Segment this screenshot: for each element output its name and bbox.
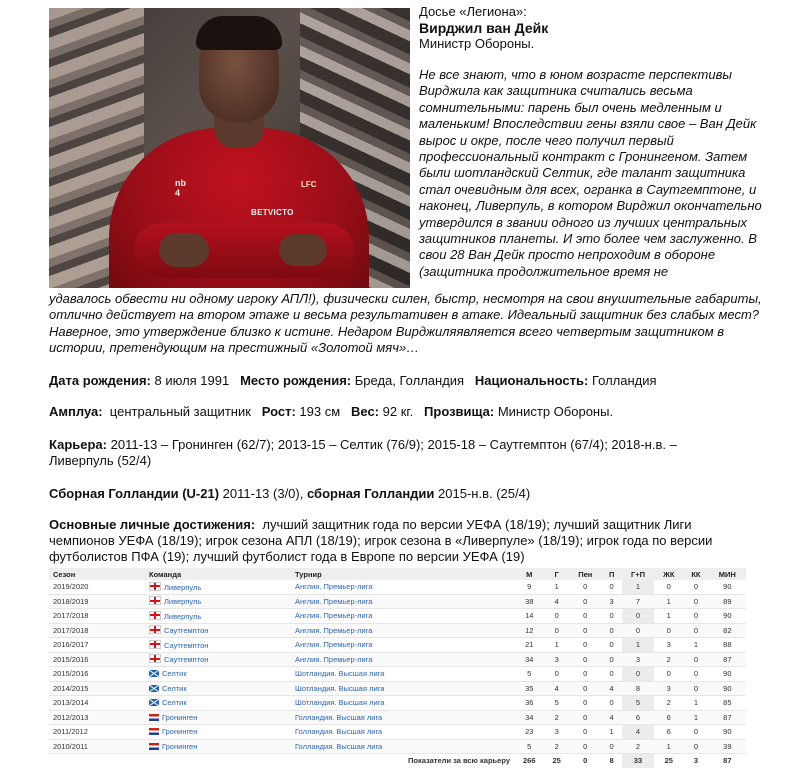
cell-assists: 0	[602, 696, 622, 711]
ned-flag-icon	[149, 714, 159, 721]
nickname-label: Прозвища:	[424, 404, 495, 419]
cell-tournament[interactable]	[291, 580, 514, 594]
cell-penalties: 0	[569, 667, 602, 682]
tournament-link[interactable]: Голландия. Высшая лига	[295, 727, 383, 737]
ned-flag-icon	[149, 743, 159, 750]
cell-assists: 0	[602, 667, 622, 682]
career-history: 2011-13 – Гронинген (62/7); 2013-15 – Селтик (76/9); 2015-18 – Саутгемптон (67/4); 2018-н.в. – Ливерпуль (52/4)	[49, 437, 677, 468]
weight-label: Вес:	[351, 404, 380, 419]
total-red-cards: 3	[693, 756, 698, 766]
national-u21-stats: 2011-13 (3/0),	[222, 486, 304, 501]
cell-matches: 5	[514, 667, 545, 682]
cell-goals: 2	[545, 710, 569, 725]
sponsor-logo: BETVICTO	[251, 208, 294, 217]
ned-flag-icon	[149, 728, 159, 735]
player-name: Вирджил ван Дейк	[419, 20, 549, 36]
height-label: Рост:	[261, 404, 296, 419]
cell-team[interactable]	[145, 623, 291, 638]
cell-penalties: 0	[569, 580, 602, 594]
cell-season: 2015/2016	[49, 667, 145, 682]
birth-place-label: Место рождения:	[240, 373, 352, 388]
table-row	[49, 667, 746, 682]
cell-goals: 3	[545, 725, 569, 740]
cell-season: 2017/2018	[49, 623, 145, 638]
birth-place: Бреда, Голландия	[354, 373, 465, 388]
total-yellow-cards: 25	[664, 756, 673, 766]
player-hand-right	[279, 234, 327, 266]
career-info	[49, 437, 729, 469]
tournament-link[interactable]: Англия. Премьер-лига	[295, 611, 373, 621]
tournament-link[interactable]: Англия. Премьер-лига	[295, 654, 373, 664]
cell-tournament[interactable]	[291, 667, 514, 682]
sco-flag-icon	[149, 699, 159, 706]
table-row	[49, 638, 746, 653]
table-row	[49, 652, 746, 667]
cell-assists: 4	[602, 710, 622, 725]
achievements-list: лучший защитник года по версии УЕФА (18/19); лучший защитник Лиги чемпионов УЕФА (18/19); игрок сезона АПЛ (18/19); игрок сезона в «Ливерпуле» (18/19); игрок года по версии футболистов ПФА (19); лучший футболист года в Европе по версии УЕФА (19)	[49, 517, 713, 564]
nickname: Министр Обороны.	[497, 404, 614, 419]
cell-tournament[interactable]	[291, 638, 514, 653]
table-row	[49, 725, 746, 740]
cell-tournament[interactable]	[291, 739, 514, 754]
cell-yellow-cards: 1	[654, 594, 683, 609]
cell-goals: 0	[545, 609, 569, 624]
cell-tournament[interactable]	[291, 594, 514, 609]
cell-team[interactable]	[145, 710, 291, 725]
cell-red-cards: 0	[683, 580, 709, 594]
col-tournament: Турнир	[291, 568, 514, 580]
cell-minutes: 87	[709, 710, 746, 725]
cell-red-cards: 0	[683, 594, 709, 609]
cell-yellow-cards: 0	[654, 667, 683, 682]
player-photo	[49, 8, 410, 288]
cell-matches: 5	[514, 739, 545, 754]
cell-matches: 14	[514, 609, 545, 624]
cell-goals: 1	[545, 638, 569, 653]
cell-team[interactable]	[145, 594, 291, 609]
team-link[interactable]: Гронинген	[162, 727, 198, 737]
cell-assists: 0	[602, 638, 622, 653]
cell-season: 2010/2011	[49, 739, 145, 754]
eng-flag-icon	[149, 611, 161, 620]
national-stats: 2015-н.в. (25/4)	[438, 486, 531, 501]
birth-date-label: Дата рождения:	[49, 373, 151, 388]
physical-info-line	[49, 404, 749, 420]
team-link[interactable]: Гронинген	[162, 741, 198, 751]
cell-goals: 1	[545, 580, 569, 594]
national-u21-label: Сборная Голландии (U-21)	[49, 486, 220, 501]
cell-assists: 0	[602, 623, 622, 638]
cell-team[interactable]	[145, 667, 291, 682]
total-goals-assists: 33	[622, 754, 655, 768]
cell-goals: 4	[545, 594, 569, 609]
cell-matches: 34	[514, 652, 545, 667]
sco-flag-icon	[149, 670, 159, 677]
cell-team[interactable]	[145, 681, 291, 696]
col-season: Сезон	[49, 568, 145, 580]
cell-goals-assists: 0	[622, 623, 655, 638]
cell-matches: 12	[514, 623, 545, 638]
cell-assists: 1	[602, 725, 622, 740]
cell-penalties: 0	[569, 594, 602, 609]
table-header-row	[49, 568, 746, 580]
col-yellow-cards: ЖК	[654, 568, 683, 580]
cell-matches: 35	[514, 681, 545, 696]
team-link[interactable]: Гронинген	[162, 712, 198, 722]
achievements-info	[49, 517, 749, 565]
cell-team[interactable]	[145, 609, 291, 624]
cell-minutes: 88	[709, 638, 746, 653]
total-label: Показатели за всю карьеру	[407, 756, 510, 766]
cell-season: 2014/2015	[49, 681, 145, 696]
cell-yellow-cards: 2	[654, 696, 683, 711]
cell-red-cards: 0	[683, 739, 709, 754]
tournament-link[interactable]: Англия. Премьер-лига	[295, 582, 373, 592]
national-team-info	[49, 486, 749, 502]
cell-yellow-cards: 6	[654, 710, 683, 725]
table-row	[49, 609, 746, 624]
position-label: Амплуа:	[49, 404, 103, 419]
cell-yellow-cards: 0	[654, 623, 683, 638]
cell-season: 2012/2013	[49, 710, 145, 725]
cell-minutes: 90	[709, 725, 746, 740]
cell-tournament[interactable]	[291, 609, 514, 624]
cell-minutes: 87	[709, 652, 746, 667]
tournament-link[interactable]: Голландия. Высшая лига	[295, 712, 383, 722]
cell-penalties: 0	[569, 623, 602, 638]
cell-matches: 36	[514, 696, 545, 711]
col-goals: Г	[545, 568, 569, 580]
total-matches: 266	[523, 756, 536, 766]
cell-tournament[interactable]	[291, 652, 514, 667]
kit-brand-logo: nb 4	[175, 178, 186, 198]
cell-goals-assists: 2	[622, 739, 655, 754]
dossier-label: Досье «Легиона»:	[419, 4, 527, 19]
team-link[interactable]: Саутгемптон	[164, 655, 209, 665]
table-row	[49, 696, 746, 711]
cell-matches: 21	[514, 638, 545, 653]
cell-red-cards: 1	[683, 696, 709, 711]
cell-team[interactable]	[145, 580, 291, 594]
tournament-link[interactable]: Англия. Премьер-лига	[295, 596, 373, 606]
cell-penalties: 0	[569, 652, 602, 667]
cell-yellow-cards: 1	[654, 609, 683, 624]
col-penalties: Пен	[569, 568, 602, 580]
cell-matches: 23	[514, 725, 545, 740]
cell-yellow-cards: 6	[654, 725, 683, 740]
cell-matches: 9	[514, 580, 545, 594]
career-stats-table	[49, 568, 746, 768]
cell-minutes: 82	[709, 623, 746, 638]
cell-goals-assists: 1	[622, 580, 655, 594]
cell-goals: 5	[545, 696, 569, 711]
cell-assists: 0	[602, 652, 622, 667]
cell-penalties: 0	[569, 609, 602, 624]
cell-red-cards: 1	[683, 638, 709, 653]
birth-date: 8 июля 1991	[154, 373, 230, 388]
cell-matches: 34	[514, 710, 545, 725]
team-link[interactable]: Ливерпуль	[164, 582, 202, 592]
cell-matches: 38	[514, 594, 545, 609]
total-minutes: 87	[723, 756, 732, 766]
cell-tournament[interactable]	[291, 681, 514, 696]
cell-season: 2011/2012	[49, 725, 145, 740]
team-link[interactable]: Саутгемптон	[164, 626, 209, 636]
tournament-link[interactable]: Шотландия. Высшая лига	[295, 683, 385, 693]
eng-flag-icon	[149, 596, 161, 605]
cell-team[interactable]	[145, 739, 291, 754]
table-row	[49, 594, 746, 609]
cell-goals: 4	[545, 681, 569, 696]
table-total-row	[49, 754, 746, 768]
cell-goals-assists: 3	[622, 652, 655, 667]
bio-text-column: Не все знают, что в юном возрасте перспективы Вирджила как защитника считались весьма сомнительными: парень был очень медленным и маленьким! Впоследствии гены взяли свое – Ван Дейк вырос и окре, после чего получил первый профессиональный контракт с Гронингеном. Затем были шотландский Селтик, где талант защитника стал очевидным для всех, огранка в Саутгемптоне, и наконец, Ливерпуль, в котором Вирджил окончательно утвердился в звании одного из лучших центральных защитников планеты. И это более чем заслуженно. В свои 28 Ван Дейк просто непроходим в обороне (защитника продолжительное время не	[419, 67, 762, 279]
cell-tournament[interactable]	[291, 725, 514, 740]
cell-assists: 4	[602, 681, 622, 696]
weight: 92 кг.	[382, 404, 414, 419]
cell-goals: 3	[545, 652, 569, 667]
cell-red-cards: 0	[683, 652, 709, 667]
position: центральный защитник	[109, 404, 251, 419]
cell-goals-assists: 7	[622, 594, 655, 609]
cell-season: 2018/2019	[49, 594, 145, 609]
cell-yellow-cards: 1	[654, 739, 683, 754]
cell-minutes: 90	[709, 609, 746, 624]
cell-penalties: 0	[569, 739, 602, 754]
cell-assists: 0	[602, 609, 622, 624]
cell-goals: 0	[545, 623, 569, 638]
cell-yellow-cards: 2	[654, 652, 683, 667]
col-goals-assists: Г+П	[622, 568, 655, 580]
personal-info-line	[49, 373, 749, 389]
career-label: Карьера:	[49, 437, 107, 452]
team-link[interactable]: Ливерпуль	[164, 611, 202, 621]
cell-minutes: 90	[709, 681, 746, 696]
achievements-label: Основные личные достижения:	[49, 517, 256, 532]
sco-flag-icon	[149, 685, 159, 692]
eng-flag-icon	[149, 625, 161, 634]
cell-yellow-cards: 0	[654, 580, 683, 594]
cell-red-cards: 1	[683, 710, 709, 725]
cell-red-cards: 0	[683, 609, 709, 624]
cell-penalties: 0	[569, 710, 602, 725]
table-row	[49, 710, 746, 725]
cell-goals-assists: 6	[622, 710, 655, 725]
cell-team[interactable]	[145, 652, 291, 667]
cell-season: 2015/2016	[49, 652, 145, 667]
cell-team[interactable]	[145, 638, 291, 653]
eng-flag-icon	[149, 654, 161, 663]
tournament-link[interactable]: Англия. Премьер-лига	[295, 625, 373, 635]
team-link[interactable]: Селтик	[162, 698, 187, 708]
cell-goals-assists: 4	[622, 725, 655, 740]
cell-goals: 2	[545, 739, 569, 754]
cell-goals-assists: 5	[622, 696, 655, 711]
tournament-link[interactable]: Шотландия. Высшая лига	[295, 669, 385, 679]
cell-goals: 0	[545, 667, 569, 682]
team-link[interactable]: Ливерпуль	[164, 597, 202, 607]
total-assists: 8	[609, 756, 614, 766]
bio-text-continued: удавалось обвести ни одному игроку АПЛ!), физически силен, быстр, несмотря на свои внушительные габариты, отлично действует на втором этаже и весьма результативен в атаке. Идеальный защитник без слабых мест? Наверное, это утверждение близко к истине. Недаром Вирджиляявляется всего четвертым защитником в истории, претендующим на престижный «Золотой мяч»…	[49, 291, 762, 356]
cell-tournament[interactable]	[291, 696, 514, 711]
team-link[interactable]: Селтик	[162, 669, 187, 679]
cell-yellow-cards: 3	[654, 638, 683, 653]
cell-yellow-cards: 3	[654, 681, 683, 696]
cell-tournament[interactable]	[291, 623, 514, 638]
total-goals: 25	[552, 756, 561, 766]
col-assists: П	[602, 568, 622, 580]
cell-goals-assists: 0	[622, 609, 655, 624]
team-link[interactable]: Саутгемптон	[164, 640, 209, 650]
cell-red-cards: 0	[683, 681, 709, 696]
cell-minutes: 85	[709, 696, 746, 711]
table-row	[49, 681, 746, 696]
team-link[interactable]: Селтик	[162, 683, 187, 693]
cell-minutes: 90	[709, 580, 746, 594]
cell-assists: 0	[602, 739, 622, 754]
table-row	[49, 580, 746, 594]
table-row	[49, 739, 746, 754]
cell-penalties: 0	[569, 681, 602, 696]
eng-flag-icon	[149, 582, 161, 591]
player-hair	[196, 16, 282, 50]
cell-assists: 3	[602, 594, 622, 609]
cell-season: 2017/2018	[49, 609, 145, 624]
cell-penalties: 0	[569, 725, 602, 740]
cell-assists: 0	[602, 580, 622, 594]
tournament-link[interactable]: Англия. Премьер-лига	[295, 640, 373, 650]
col-matches: М	[514, 568, 545, 580]
cell-goals-assists: 8	[622, 681, 655, 696]
height: 193 см	[299, 404, 341, 419]
col-red-cards: КК	[683, 568, 709, 580]
cell-goals-assists: 0	[622, 667, 655, 682]
cell-tournament[interactable]	[291, 710, 514, 725]
col-minutes: МИН	[709, 568, 746, 580]
dossier-header	[419, 4, 789, 52]
cell-season: 2016/2017	[49, 638, 145, 653]
nationality: Голландия	[591, 373, 657, 388]
cell-goals-assists: 1	[622, 638, 655, 653]
cell-season: 2013/2014	[49, 696, 145, 711]
player-nickname: Министр Обороны.	[419, 36, 535, 51]
club-crest-logo: LFC	[301, 180, 317, 189]
cell-red-cards: 0	[683, 667, 709, 682]
tournament-link[interactable]: Шотландия. Высшая лига	[295, 698, 385, 708]
cell-season: 2019/2020	[49, 580, 145, 594]
cell-minutes: 39	[709, 739, 746, 754]
cell-team[interactable]	[145, 725, 291, 740]
total-penalties: 0	[583, 756, 588, 766]
cell-minutes: 89	[709, 594, 746, 609]
col-team: Команда	[145, 568, 291, 580]
cell-red-cards: 0	[683, 623, 709, 638]
tournament-link[interactable]: Голландия. Высшая лига	[295, 741, 383, 751]
cell-red-cards: 0	[683, 725, 709, 740]
eng-flag-icon	[149, 640, 161, 649]
player-hand-left	[159, 233, 209, 267]
table-row	[49, 623, 746, 638]
cell-penalties: 0	[569, 638, 602, 653]
nationality-label: Национальность:	[474, 373, 589, 388]
cell-minutes: 90	[709, 667, 746, 682]
cell-penalties: 0	[569, 696, 602, 711]
cell-team[interactable]	[145, 696, 291, 711]
national-label: сборная Голландии	[306, 486, 435, 501]
